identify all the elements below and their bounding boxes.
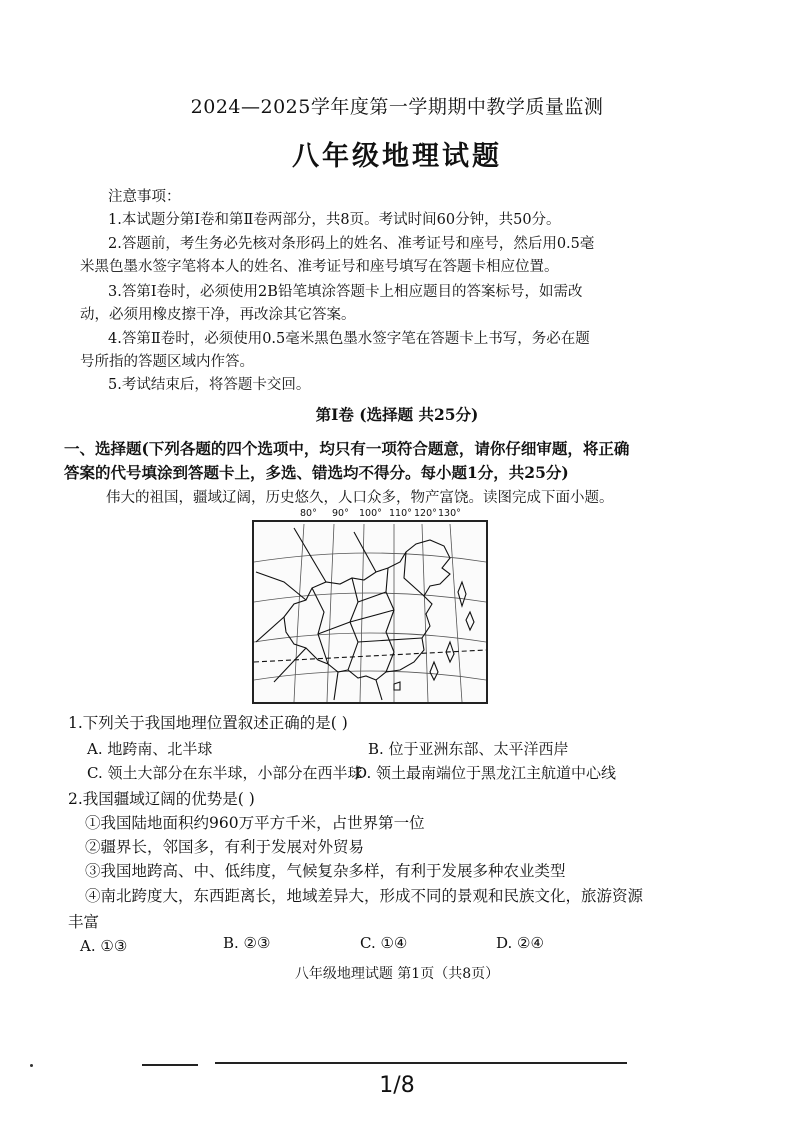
question-2-statement: ①我国陆地面积约960万平方千米，占世界第一位 [85, 814, 425, 832]
longitude-label: 100° [359, 508, 382, 519]
subject-title: 八年级地理试题 [292, 141, 502, 172]
exam-title: 2024—2025学年度第一学期期中教学质量监测 [190, 96, 604, 118]
notice-line: 2.答题前，考生务必先核对条形码上的姓名、准考证号和座号，然后用0.5毫 [108, 236, 595, 252]
notice-line: 4.答第Ⅱ卷时，必须使用0.5毫米黑色墨水签字笔在答题卡上书写，务必在题 [108, 331, 590, 347]
notice-line: 动，必须用橡皮擦干净，再改涂其它答案。 [80, 307, 356, 323]
notice-line: 3.答第Ⅰ卷时，必须使用2B铅笔填涂答题卡上相应题目的答案标号，如需改 [108, 284, 583, 300]
question-1-option-d: D. 领土最南端位于黑龙江主航道中心线 [355, 764, 617, 782]
question-2-stem: 2.我国疆域辽阔的优势是( ) [68, 790, 255, 808]
china-map-drawing [254, 522, 486, 702]
china-map [252, 520, 488, 704]
question-1-option-a: A. 地跨南、北半球 [87, 740, 213, 758]
notice-line: 米黑色墨水签字笔将本人的姓名、准考证号和座号填写在答题卡相应位置。 [80, 259, 559, 275]
notice-line: 1.本试题分第Ⅰ卷和第Ⅱ卷两部分，共8页。考试时间60分钟，共50分。 [108, 212, 561, 228]
question-2-option-b: B. ②③ [223, 934, 271, 952]
divider-line [215, 1062, 627, 1064]
question-1-stem: 1.下列关于我国地理位置叙述正确的是( ) [68, 714, 348, 732]
question-2-statement: ④南北跨度大，东西距离长，地域差异大，形成不同的景观和民族文化，旅游资源 [85, 887, 644, 905]
question-2-option-c: C. ①④ [360, 934, 408, 952]
question-2-option-a: A. ①③ [80, 937, 128, 955]
scan-dot [30, 1064, 33, 1067]
longitude-label: 90° [332, 508, 349, 519]
question-2-statement: ②疆界长，邻国多，有利于发展对外贸易 [85, 838, 365, 856]
longitude-label: 80° [300, 508, 317, 519]
longitude-label: 110° [389, 508, 412, 519]
question-2-statement: 丰富 [68, 913, 100, 931]
question-1-option-c: C. 领土大部分在东半球，小部分在西半球 [87, 764, 363, 782]
question-2-option-d: D. ②④ [496, 934, 544, 952]
section-title: 第Ⅰ卷 (选择题 共25分) [315, 405, 479, 424]
notice-line: 号所指的答题区域内作答。 [80, 354, 254, 370]
question-intro: 伟大的祖国，疆域辽阔，历史悠久，人口众多，物产富饶。读图完成下面小题。 [106, 490, 614, 506]
section-instruction: 一、选择题(下列各题的四个选项中，均只有一项符合题意，请你仔细审题，将正确 [64, 439, 630, 458]
question-2-statement: ③我国地跨高、中、低纬度，气候复杂多样，有利于发展多种农业类型 [85, 862, 566, 880]
question-1-option-b: B. 位于亚洲东部、太平洋西岸 [368, 740, 569, 758]
longitude-label: 120° [414, 508, 437, 519]
section-instruction: 答案的代号填涂到答题卡上，多选、错选均不得分。每小题1分，共25分) [64, 463, 569, 482]
notice-line: 5.考试结束后，将答题卡交回。 [108, 377, 311, 393]
divider-line [142, 1064, 198, 1066]
page-indicator: 1/8 [379, 1073, 415, 1098]
longitude-label: 130° [438, 508, 461, 519]
page-footer: 八年级地理试题 第1页（共8页） [294, 966, 500, 982]
notice-heading: 注意事项： [108, 189, 181, 205]
